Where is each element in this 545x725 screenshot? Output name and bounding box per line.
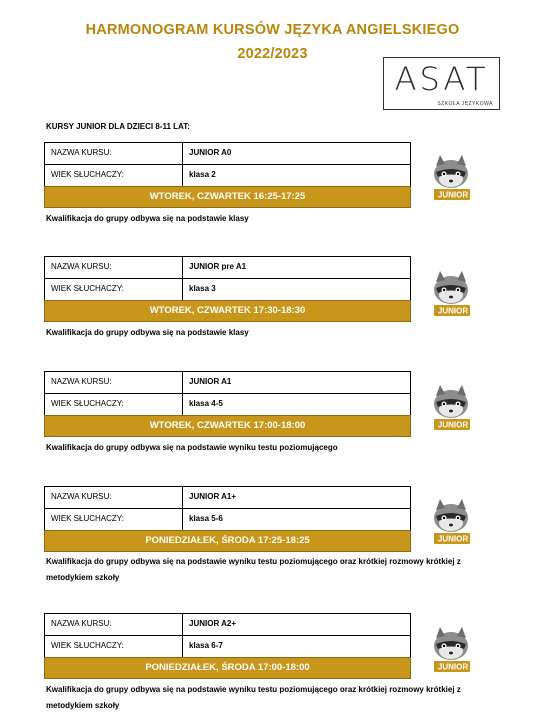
course-name-value: JUNIOR pre A1 bbox=[189, 262, 247, 271]
badge-text: JUNIOR bbox=[437, 534, 469, 544]
junior-raccoon-icon bbox=[426, 268, 476, 322]
logo-subtitle: SZKOŁA JĘZYKOWA bbox=[437, 101, 493, 107]
age-value: klasa 3 bbox=[189, 284, 216, 293]
logo-text: ASAT bbox=[394, 60, 489, 98]
course-table bbox=[44, 371, 411, 437]
age-value: klasa 2 bbox=[189, 170, 216, 179]
course-name-label: NAZWA KURSU: bbox=[45, 614, 183, 635]
course-name-row bbox=[44, 486, 411, 508]
age-label: WIEK SŁUCHACZY: bbox=[45, 279, 183, 300]
course-table bbox=[44, 613, 411, 679]
age-label: WIEK SŁUCHACZY: bbox=[45, 636, 183, 657]
junior-raccoon-icon bbox=[426, 624, 476, 678]
age-value: klasa 4-5 bbox=[189, 399, 223, 408]
junior-raccoon-icon bbox=[426, 382, 476, 436]
asat-logo bbox=[383, 57, 500, 110]
junior-raccoon-icon bbox=[426, 152, 476, 206]
schedule-bar: PONIEDZIAŁEK, ŚRODA 17:00-18:00 bbox=[44, 657, 411, 679]
age-label: WIEK SŁUCHACZY: bbox=[45, 165, 183, 186]
page-subtitle: 2022/2023 bbox=[237, 46, 308, 62]
badge-text: JUNIOR bbox=[437, 190, 469, 200]
badge-text: JUNIOR bbox=[437, 420, 469, 430]
age-row bbox=[44, 508, 411, 530]
course-name-label: NAZWA KURSU: bbox=[45, 372, 183, 393]
qualification-note: Kwalifikacja do grupy odbywa się na podstawie wyniku testu poziomującego bbox=[46, 443, 338, 452]
age-value: klasa 5-6 bbox=[189, 514, 223, 523]
schedule-bar: WTOREK, CZWARTEK 17:00-18:00 bbox=[44, 415, 411, 437]
page-title: HARMONOGRAM KURSÓW JĘZYKA ANGIELSKIEGO bbox=[85, 22, 460, 38]
course-name-row bbox=[44, 142, 411, 164]
course-name-row bbox=[44, 256, 411, 278]
course-name-value: JUNIOR A1+ bbox=[189, 492, 237, 501]
qualification-note: Kwalifikacja do grupy odbywa się na podstawie klasy bbox=[46, 328, 249, 337]
course-name-value: JUNIOR A2+ bbox=[189, 619, 237, 628]
course-name-value: JUNIOR A1 bbox=[189, 377, 232, 386]
qualification-note: Kwalifikacja do grupy odbywa się na podstawie wyniku testu poziomującego oraz krótkiej rozmowy krótkiej z metodykiem szkoły bbox=[46, 685, 461, 710]
badge-text: JUNIOR bbox=[437, 662, 469, 672]
age-value: klasa 6-7 bbox=[189, 641, 223, 650]
course-name-value: JUNIOR A0 bbox=[189, 148, 232, 157]
age-row bbox=[44, 278, 411, 300]
schedule-bar: PONIEDZIAŁEK, ŚRODA 17:25-18:25 bbox=[44, 530, 411, 552]
qualification-note: Kwalifikacja do grupy odbywa się na podstawie wyniku testu poziomującego oraz krótkiej rozmowy krótkiej z metodykiem szkoły bbox=[46, 557, 461, 582]
age-row bbox=[44, 164, 411, 186]
course-table bbox=[44, 256, 411, 322]
junior-raccoon-icon bbox=[426, 496, 476, 550]
age-row bbox=[44, 393, 411, 415]
section-title: KURSY JUNIOR DLA DZIECI 8-11 LAT: bbox=[46, 122, 190, 131]
course-table bbox=[44, 486, 411, 552]
age-row bbox=[44, 635, 411, 657]
qualification-note: Kwalifikacja do grupy odbywa się na podstawie klasy bbox=[46, 214, 249, 223]
age-label: WIEK SŁUCHACZY: bbox=[45, 509, 183, 530]
course-name-row bbox=[44, 613, 411, 635]
schedule-bar: WTOREK, CZWARTEK 16:25-17:25 bbox=[44, 186, 411, 208]
course-name-label: NAZWA KURSU: bbox=[45, 143, 183, 164]
course-table bbox=[44, 142, 411, 208]
badge-text: JUNIOR bbox=[437, 306, 469, 316]
course-name-label: NAZWA KURSU: bbox=[45, 487, 183, 508]
course-name-row bbox=[44, 371, 411, 393]
course-name-label: NAZWA KURSU: bbox=[45, 257, 183, 278]
schedule-bar: WTOREK, CZWARTEK 17:30-18:30 bbox=[44, 300, 411, 322]
age-label: WIEK SŁUCHACZY: bbox=[45, 394, 183, 415]
